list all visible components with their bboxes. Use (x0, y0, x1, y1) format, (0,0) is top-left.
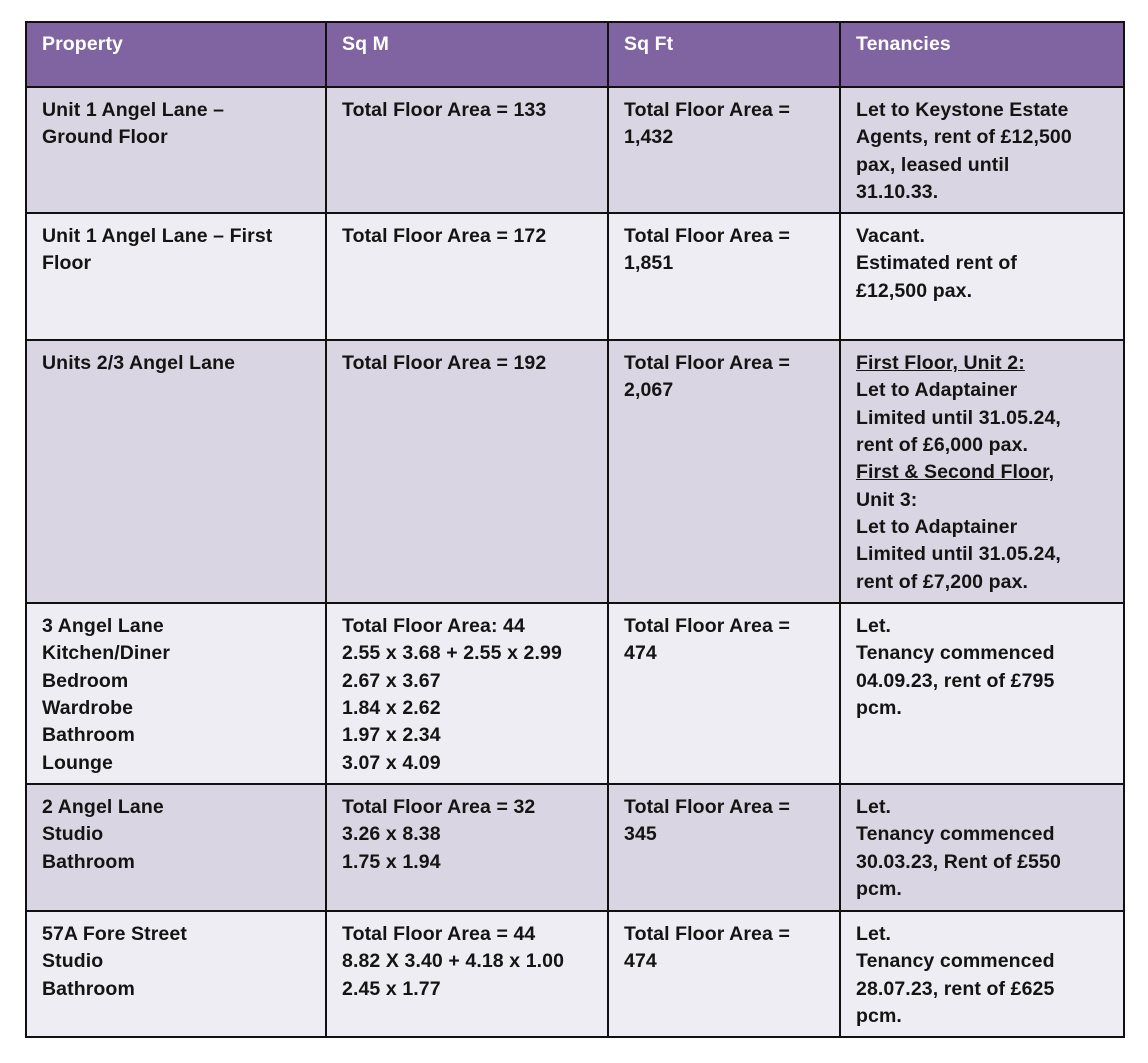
tenancy-cell: Let. Tenancy commenced 28.07.23, rent of £625 pcm. (840, 911, 1124, 1037)
sqft-cell: Total Floor Area = 474 (608, 603, 840, 784)
sqm-cell: Total Floor Area = 133 (326, 87, 608, 213)
sqm-cell: Total Floor Area = 44 8.82 X 3.40 + 4.18 x 1.00 2.45 x 1.77 (326, 911, 608, 1037)
sqft-cell: Total Floor Area = 2,067 (608, 340, 840, 603)
sqft-cell: Total Floor Area = 1,432 (608, 87, 840, 213)
sqm-cell: Total Floor Area = 172 (326, 213, 608, 340)
tenancy-cell: Let. Tenancy commenced 30.03.23, Rent of £550 pcm. (840, 784, 1124, 911)
sqm-cell: Total Floor Area: 44 2.55 x 3.68 + 2.55 x 2.99 2.67 x 3.67 1.84 x 2.62 1.97 x 2.34 3.07 x 4.09 (326, 603, 608, 784)
sqft-cell: Total Floor Area = 345 (608, 784, 840, 911)
tenancy-cell: Vacant. Estimated rent of £12,500 pax. (840, 213, 1124, 340)
property-cell: Units 2/3 Angel Lane (26, 340, 326, 603)
tenancy-heading: First & Second Floor, (856, 461, 1055, 484)
header-tenancies: Tenancies (840, 22, 1124, 87)
property-cell: 3 Angel Lane Kitchen/Diner Bedroom Wardrobe Bathroom Lounge (26, 603, 326, 784)
tenancy-heading: First Floor, Unit 2: (856, 352, 1025, 375)
tenancy-cell: First Floor, Unit 2: Let to Adaptainer Limited until 31.05.24, rent of £6,000 pax. First & Second Floor, Unit 3: Let to Adaptainer Limited until 31.05.24, rent of £7,200 pax. (840, 340, 1124, 603)
sqm-cell: Total Floor Area = 192 (326, 340, 608, 603)
header-property: Property (26, 22, 326, 87)
property-cell: Unit 1 Angel Lane – Ground Floor (26, 87, 326, 213)
sqft-cell: Total Floor Area = 1,851 (608, 213, 840, 340)
table-row (26, 87, 1124, 213)
sqft-cell: Total Floor Area = 474 (608, 911, 840, 1037)
property-cell: Unit 1 Angel Lane – First Floor (26, 213, 326, 340)
header-sqm: Sq M (326, 22, 608, 87)
property-schedule (25, 21, 1125, 1038)
property-cell: 57A Fore Street Studio Bathroom (26, 911, 326, 1037)
table-row (26, 603, 1124, 784)
table-row (26, 340, 1124, 603)
header-row (26, 22, 1124, 87)
table-row (26, 784, 1124, 911)
property-cell: 2 Angel Lane Studio Bathroom (26, 784, 326, 911)
table-row (26, 911, 1124, 1037)
sqm-cell: Total Floor Area = 32 3.26 x 8.38 1.75 x 1.94 (326, 784, 608, 911)
tenancy-cell: Let. Tenancy commenced 04.09.23, rent of £795 pcm. (840, 603, 1124, 784)
header-sqft: Sq Ft (608, 22, 840, 87)
property-table (25, 21, 1125, 1038)
tenancy-cell: Let to Keystone Estate Agents, rent of £12,500 pax, leased until 31.10.33. (840, 87, 1124, 213)
table-row (26, 213, 1124, 340)
